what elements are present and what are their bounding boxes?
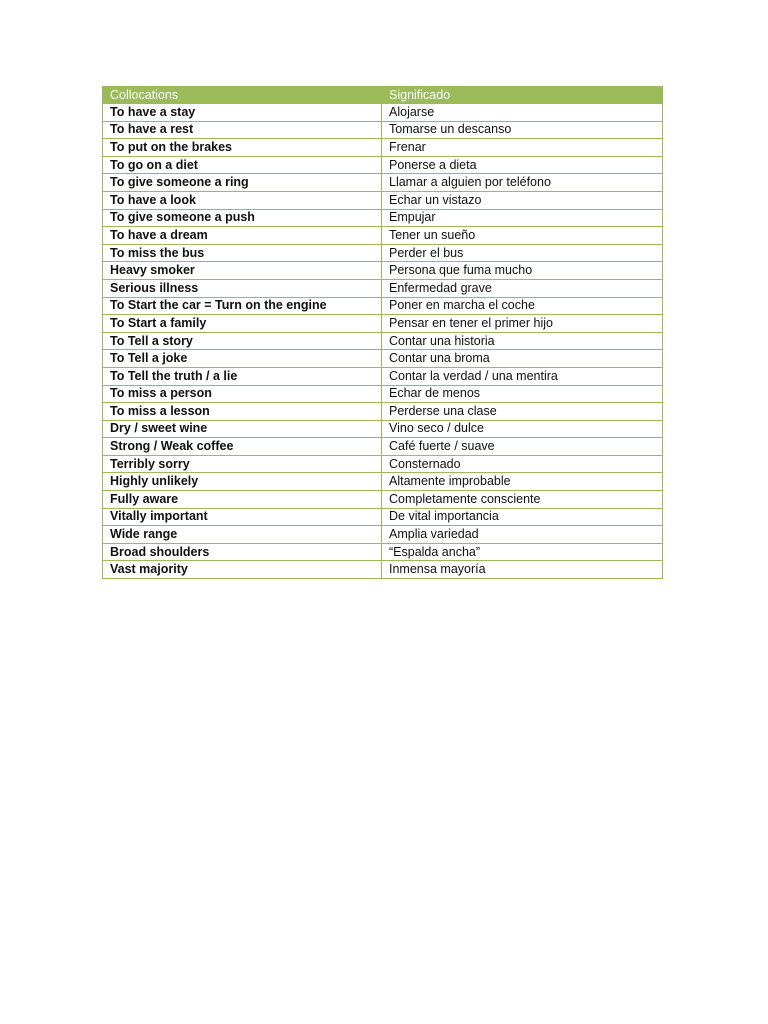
table-row: [103, 244, 663, 262]
significado-cell: Tomarse un descanso: [382, 121, 663, 139]
collocation-cell: To miss a lesson: [103, 403, 382, 421]
significado-cell: “Espalda ancha”: [382, 543, 663, 561]
collocation-cell: To Start the car = Turn on the engine: [103, 297, 382, 315]
collocation-cell: Terribly sorry: [103, 455, 382, 473]
table-header: [103, 87, 663, 104]
table-row: [103, 491, 663, 509]
table-row: [103, 403, 663, 421]
collocations-table: [102, 86, 663, 579]
significado-cell: Ponerse a dieta: [382, 156, 663, 174]
significado-cell: Perderse una clase: [382, 403, 663, 421]
significado-cell: Vino seco / dulce: [382, 420, 663, 438]
significado-cell: Alojarse: [382, 104, 663, 122]
significado-cell: Completamente consciente: [382, 491, 663, 509]
collocation-cell: Dry / sweet wine: [103, 420, 382, 438]
collocation-cell: Vitally important: [103, 508, 382, 526]
table-row: [103, 473, 663, 491]
collocation-cell: To go on a diet: [103, 156, 382, 174]
significado-cell: Amplia variedad: [382, 526, 663, 544]
table-row: [103, 315, 663, 333]
significado-cell: Llamar a alguien por teléfono: [382, 174, 663, 192]
collocation-cell: To have a dream: [103, 227, 382, 245]
table-row: [103, 385, 663, 403]
collocation-cell: To have a look: [103, 191, 382, 209]
table-row: [103, 332, 663, 350]
table-row: [103, 139, 663, 157]
collocation-cell: Broad shoulders: [103, 543, 382, 561]
table-body: [103, 104, 663, 579]
collocation-cell: To put on the brakes: [103, 139, 382, 157]
table-row: [103, 297, 663, 315]
significado-cell: Pensar en tener el primer hijo: [382, 315, 663, 333]
significado-cell: Tener un sueño: [382, 227, 663, 245]
table-row: [103, 209, 663, 227]
significado-cell: Echar de menos: [382, 385, 663, 403]
collocation-cell: To Start a family: [103, 315, 382, 333]
collocation-cell: Wide range: [103, 526, 382, 544]
collocation-cell: Serious illness: [103, 279, 382, 297]
table-row: [103, 350, 663, 368]
collocation-cell: To Tell a joke: [103, 350, 382, 368]
table-row: [103, 156, 663, 174]
collocation-cell: Fully aware: [103, 491, 382, 509]
collocation-cell: To give someone a ring: [103, 174, 382, 192]
significado-cell: De vital importancia: [382, 508, 663, 526]
significado-cell: Echar un vistazo: [382, 191, 663, 209]
significado-cell: Poner en marcha el coche: [382, 297, 663, 315]
table-row: [103, 279, 663, 297]
table-row: [103, 367, 663, 385]
table-row: [103, 438, 663, 456]
collocation-cell: To have a stay: [103, 104, 382, 122]
table-row: [103, 455, 663, 473]
table-row: [103, 191, 663, 209]
table-row: [103, 543, 663, 561]
header-row: [103, 87, 663, 104]
header-significado: Significado: [382, 87, 663, 104]
significado-cell: Perder el bus: [382, 244, 663, 262]
collocation-cell: To miss a person: [103, 385, 382, 403]
table-row: [103, 526, 663, 544]
significado-cell: Contar la verdad / una mentira: [382, 367, 663, 385]
table-row: [103, 121, 663, 139]
significado-cell: Contar una historia: [382, 332, 663, 350]
collocation-cell: Highly unlikely: [103, 473, 382, 491]
collocation-cell: To Tell the truth / a lie: [103, 367, 382, 385]
header-collocations: Collocations: [103, 87, 382, 104]
significado-cell: Café fuerte / suave: [382, 438, 663, 456]
significado-cell: Inmensa mayoría: [382, 561, 663, 579]
table-row: [103, 174, 663, 192]
significado-cell: Persona que fuma mucho: [382, 262, 663, 280]
table-row: [103, 104, 663, 122]
collocation-cell: Strong / Weak coffee: [103, 438, 382, 456]
collocation-cell: Vast majority: [103, 561, 382, 579]
significado-cell: Altamente improbable: [382, 473, 663, 491]
collocation-cell: To give someone a push: [103, 209, 382, 227]
table-row: [103, 227, 663, 245]
collocation-cell: To have a rest: [103, 121, 382, 139]
table-row: [103, 561, 663, 579]
table-row: [103, 420, 663, 438]
table-row: [103, 508, 663, 526]
collocation-cell: Heavy smoker: [103, 262, 382, 280]
collocation-cell: To Tell a story: [103, 332, 382, 350]
significado-cell: Empujar: [382, 209, 663, 227]
significado-cell: Enfermedad grave: [382, 279, 663, 297]
significado-cell: Contar una broma: [382, 350, 663, 368]
significado-cell: Frenar: [382, 139, 663, 157]
significado-cell: Consternado: [382, 455, 663, 473]
table-row: [103, 262, 663, 280]
collocation-cell: To miss the bus: [103, 244, 382, 262]
